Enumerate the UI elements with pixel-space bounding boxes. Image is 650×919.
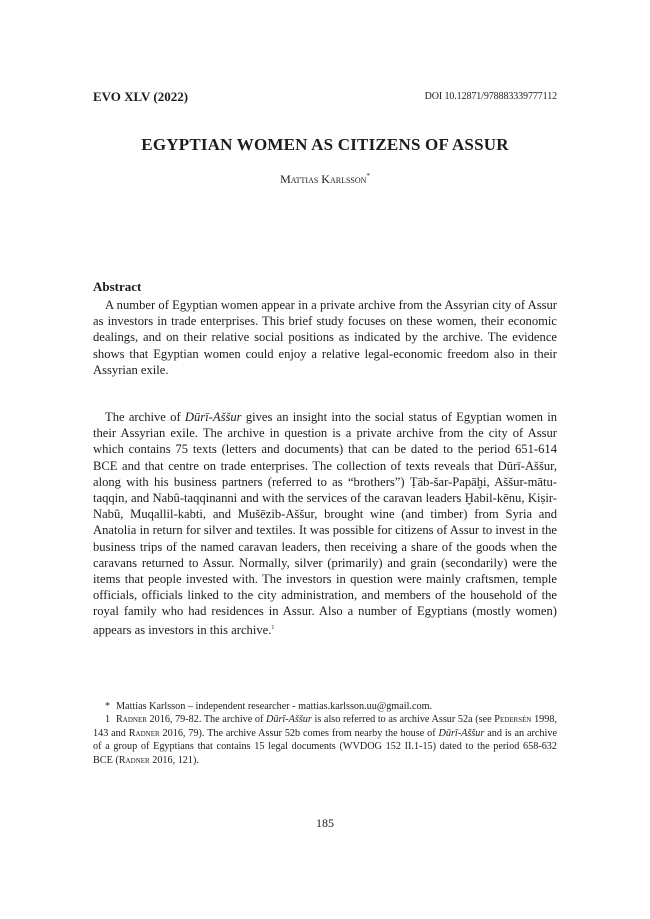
citation-author: Radner [116,714,147,726]
footnote-text: 1998, 143 and [93,714,558,739]
citation-author: Pedersén [494,714,532,726]
author-line [0,172,650,187]
author-note-mark: * [366,172,370,180]
body-text-segment: The archive of [105,410,185,424]
citation-author: Radner [128,727,160,739]
footnote-text: and is an archive of a group of Egyptians that contains 15 legal documents (WVDOG 152 II.1-15) dated to the period 658-632 BCE ( [93,727,557,766]
footnote-text: Mattias Karlsson – independent researcher - mattias.karlsson.uu@gmail.com. [116,701,433,712]
article-title: EGYPTIAN WOMEN AS CITIZENS OF ASSUR [141,135,509,154]
body-text-segment: gives an insight into the social status of Egyptian women in their Assyrian exile. The archive in question is a private archive from the city of Assur which contains 75 texts (letters and documents) that can be dated to the period 651-614 BCE and that centre on trade enterprises. The collection of texts reveals that Dūrī-Aššur, along with his business partners (referred to as “brothers”) Ṭāb-šar-Papāḫi, Aššur-mātu-taqqin, and Nabû-taqqinanni and with the services of the caravan leaders Ḫabil-kēnu, Kiṣir-Nabû, Muqallil-kabti, and Mušēzib-Aššur, brought wine (and timber) from Syria and Anatolia in return for silver and textiles. It was possible for citizens of Assur to invest in the business trips of the named caravan leaders, then receiving a share of the goods when the caravans returned to Assur. Normally, silver (primarily) and grain (secondarily) were the items that people invested with. The investors in question were mainly craftsmen, temple officials, officials linked to the city administration, and members of the household of the royal family who had residences in Assur. Also a number of Egyptians (mostly women) appears as investors in this archive. [93,410,557,637]
footnote-text: 2016, 79-82. The archive of [146,714,267,726]
footnote-author [93,700,557,713]
footnote-mark: 1 [105,714,111,726]
page-number: 185 [316,816,334,830]
footnote-text: is also referred to as archive Assur 52a (see [311,714,495,726]
author-name: Mattias Karlsson [280,172,367,186]
abstract-heading: Abstract [93,279,142,294]
body-paragraph [93,409,557,638]
archive-name-italic: Dūrī-Aššur [438,727,485,739]
footnote-ref[interactable]: 1 [271,624,275,631]
doi-label: DOI 10.12871/978883339777112 [424,91,557,102]
footnotes [93,700,557,767]
archive-name-italic: Dūrī-Aššur [266,714,312,726]
archive-name-italic: Dūrī-Aššur [184,410,242,424]
footnote-text: 2016, 121). [149,754,199,766]
citation-author: Radner [118,754,150,766]
footnote-text: 2016, 79). The archive Assur 52b comes from nearby the house of [159,727,439,739]
journal-label: EVO XLV (2022) [93,89,189,104]
footnote-1 [93,713,557,767]
abstract-text: A number of Egyptian women appear in a private archive from the Assyrian city of Assur as investors in trade enterprises. This brief study focuses on these women, their economic dealings, and on their relative social positions as indicated by the archive. The evidence shows that Egyptian women could enjoy a relative legal-economic freedom also in their Assyrian exile. [93,298,557,377]
footnote-mark: * [105,701,111,712]
